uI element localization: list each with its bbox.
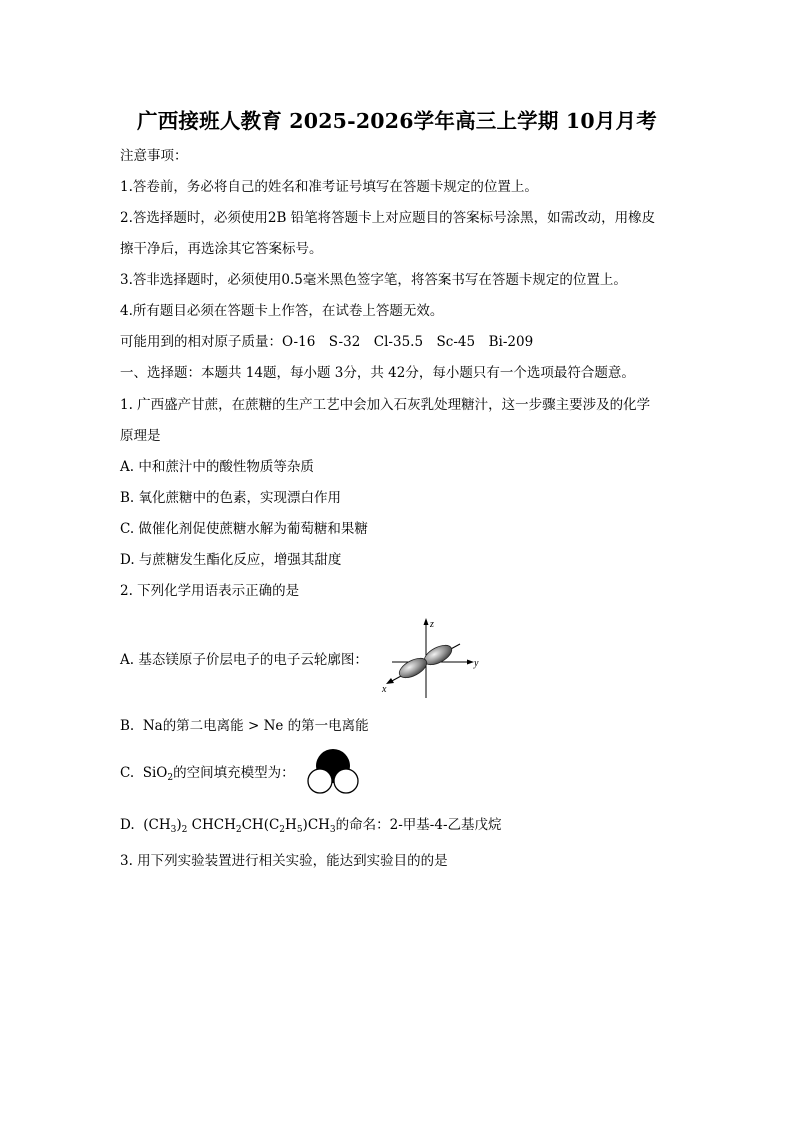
q1-stem-line1: 1. 广西盛产甘蔗，在蔗糖的生产工艺中会加入石灰乳处理糖汁，这一步骤主要涉及的化学 xyxy=(120,397,651,413)
formula-sub: 2 xyxy=(235,825,242,835)
q2-option-c-text: 的空间填充模型为： xyxy=(173,765,295,781)
q2-option-b-prefix: B. xyxy=(120,718,135,734)
q1-option-a: A. 中和蔗汁中的酸性物质等杂质 xyxy=(120,459,314,475)
notice-item-2: 2.答选择题时，必须使用2B 铅笔将答题卡上对应题目的答案标号涂黑，如需改动，用橡皮 xyxy=(120,210,656,226)
model-right-atom xyxy=(334,769,358,793)
section1-heading: 一、选择题：本题共 14题，每小题 3分，共 42分，每小题只有一个选项最符合题意。 xyxy=(120,365,635,381)
axis-label-x: x xyxy=(382,684,387,695)
formula-sio: SiO xyxy=(142,765,168,781)
formula-sub: 3 xyxy=(170,825,177,835)
axis-label-y: y xyxy=(474,658,479,669)
z-axis-arrow-icon xyxy=(424,618,429,625)
formula-part: CH(C xyxy=(241,817,280,833)
orbital-diagram xyxy=(378,614,488,700)
notice-item-4: 4.所有题目必须在答题卡上作答，在试卷上答题无效。 xyxy=(120,303,444,319)
q2-option-d xyxy=(120,816,502,839)
q2-option-d-formula xyxy=(143,817,335,833)
formula-sub: 3 xyxy=(329,825,336,835)
q3-stem: 3. 用下列实验装置进行相关实验，能达到实验目的的是 xyxy=(120,853,448,869)
notice-item-2-cont: 擦干净后，再选涂其它答案标号。 xyxy=(120,241,323,257)
notice-item-1: 1.答卷前，务必将自己的姓名和准考证号填写在答题卡规定的位置上。 xyxy=(120,179,538,195)
notice-item-3: 3.答非选择题时，必须使用0.5毫米黑色签字笔，将答案书写在答题卡规定的位置上。 xyxy=(120,272,627,288)
q2-option-d-prefix: D. xyxy=(120,817,135,833)
formula-part: H xyxy=(285,817,297,833)
formula-part: CHCH xyxy=(187,817,236,833)
formula-sub: 2 xyxy=(279,825,286,835)
space-filling-model xyxy=(304,747,362,797)
q2-option-c xyxy=(120,764,295,787)
q2-option-a-text: A. 基态镁原子价层电子的电子云轮廓图： xyxy=(120,652,368,668)
formula-part: ) xyxy=(176,817,182,833)
atomic-masses: 可能用到的相对原子质量：O-16 S-32 Cl-35.5 Sc-45 Bi-209 xyxy=(120,334,534,350)
formula-sub-2: 2 xyxy=(167,773,174,783)
q1-option-c: C. 做催化剂促使蔗糖水解为葡萄糖和果糖 xyxy=(120,521,368,537)
formula-sub: 5 xyxy=(296,825,303,835)
q2-option-b-na: Na xyxy=(142,718,163,734)
q2-option-c-prefix: C. xyxy=(120,765,135,781)
q2-option-c-formula xyxy=(143,765,173,781)
notice-heading: 注意事项： xyxy=(120,148,188,164)
q2-stem: 2. 下列化学用语表示正确的是 xyxy=(120,583,300,599)
q1-option-b: B. 氧化蔗糖中的色素，实现漂白作用 xyxy=(120,490,342,506)
formula-sub: 2 xyxy=(181,825,188,835)
q1-stem-line2: 原理是 xyxy=(120,428,161,444)
q2-option-d-text: 的命名：2-甲基-4-乙基戊烷 xyxy=(335,817,502,833)
q1-option-d: D. 与蔗糖发生酯化反应，增强其甜度 xyxy=(120,552,342,568)
formula-part: )CH xyxy=(302,817,330,833)
x-axis-arrow-icon xyxy=(386,678,394,684)
y-axis-arrow-icon xyxy=(467,660,474,665)
q2-option-b-text: 的第二电离能 > Ne 的第一电离能 xyxy=(162,718,369,734)
model-left-atom xyxy=(308,769,332,793)
axis-label-z: z xyxy=(430,619,434,630)
formula-part: (CH xyxy=(143,817,171,833)
exam-title: 广西接班人教育 2025-2026学年高三上学期 10月月考 xyxy=(137,109,657,133)
q2-option-b xyxy=(120,717,369,735)
